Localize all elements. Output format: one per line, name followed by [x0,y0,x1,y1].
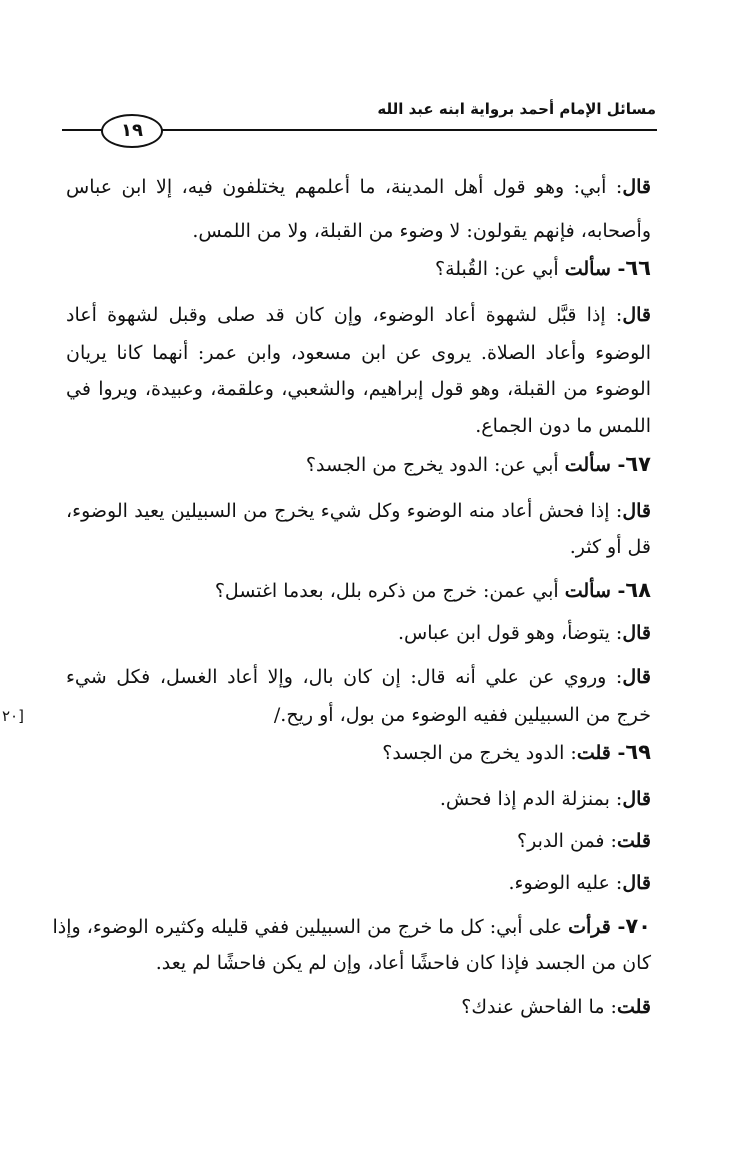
question-67: ٦٧- سألت أبي عن: الدود يخرج من الجسد؟ [305,452,651,476]
text-line: قال: وروي عن علي أنه قال: إن كان بال، وإلا أعاد الغسل، فكل شيء [66,666,651,688]
text-line: الوضوء من القبلة، وهو قول إبراهيم، والشعبي، وعلقمة، وعبيدة، ويروا في [66,378,651,400]
text-line: قال: أبي: وهو قول أهل المدينة، ما أعلمهم يختلفون فيه، إلا ابن عباس [66,176,651,198]
margin-page-reference: ٢٠] [2,707,24,725]
question-68: ٦٨- سألت أبي عمن: خرج من ذكره بلل، بعدما اغتسل؟ [214,578,651,602]
text-line: الوضوء وأعاد الصلاة. يروى عن ابن مسعود، وابن عمر: أنهما كانا يريان [66,342,651,364]
text-line: وأصحابه، فإنهم يقولون: لا وضوء من القبلة، ولا من اللمس. [192,220,651,242]
page-number-badge: ١٩ [101,114,163,148]
running-header-title: مسائل الإمام أحمد برواية ابنه عبد الله [377,100,656,118]
text-line: قلت: ما الفاحش عندك؟ [461,996,651,1018]
question-66: ٦٦- سألت أبي عن: القُبلة؟ [435,256,651,280]
text-line: قال: إذا قبَّل لشهوة أعاد الوضوء، وإن كان قد صلى وقبل لشهوة أعاد [66,304,651,326]
text-line: كان من الجسد فإذا كان فاحشًا أعاد، وإن لم يكن فاحشًا لم يعد. [155,952,651,974]
text-line: قلت: فمن الدبر؟ [517,830,651,852]
text-line: خرج من السبيلين ففيه الوضوء من بول، أو ريح./ [273,704,651,726]
text-line: قال: إذا فحش أعاد منه الوضوء وكل شيء يخرج من السبيلين يعيد الوضوء، [66,500,651,522]
text-line: قال: عليه الوضوء. [508,872,651,894]
text-line: قال: بمنزلة الدم إذا فحش. [439,788,651,810]
question-70: ٧٠- قرأت على أبي: كل ما خرج من السبيلين ففي قليله وكثيره الوضوء، وإذا [52,914,651,938]
text-line: اللمس ما دون الجماع. [475,415,651,437]
text-line: قل أو كثر. [569,536,651,558]
text-line: قال: يتوضأ، وهو قول ابن عباس. [397,622,651,644]
question-69: ٦٩- قلت: الدود يخرج من الجسد؟ [382,740,651,764]
